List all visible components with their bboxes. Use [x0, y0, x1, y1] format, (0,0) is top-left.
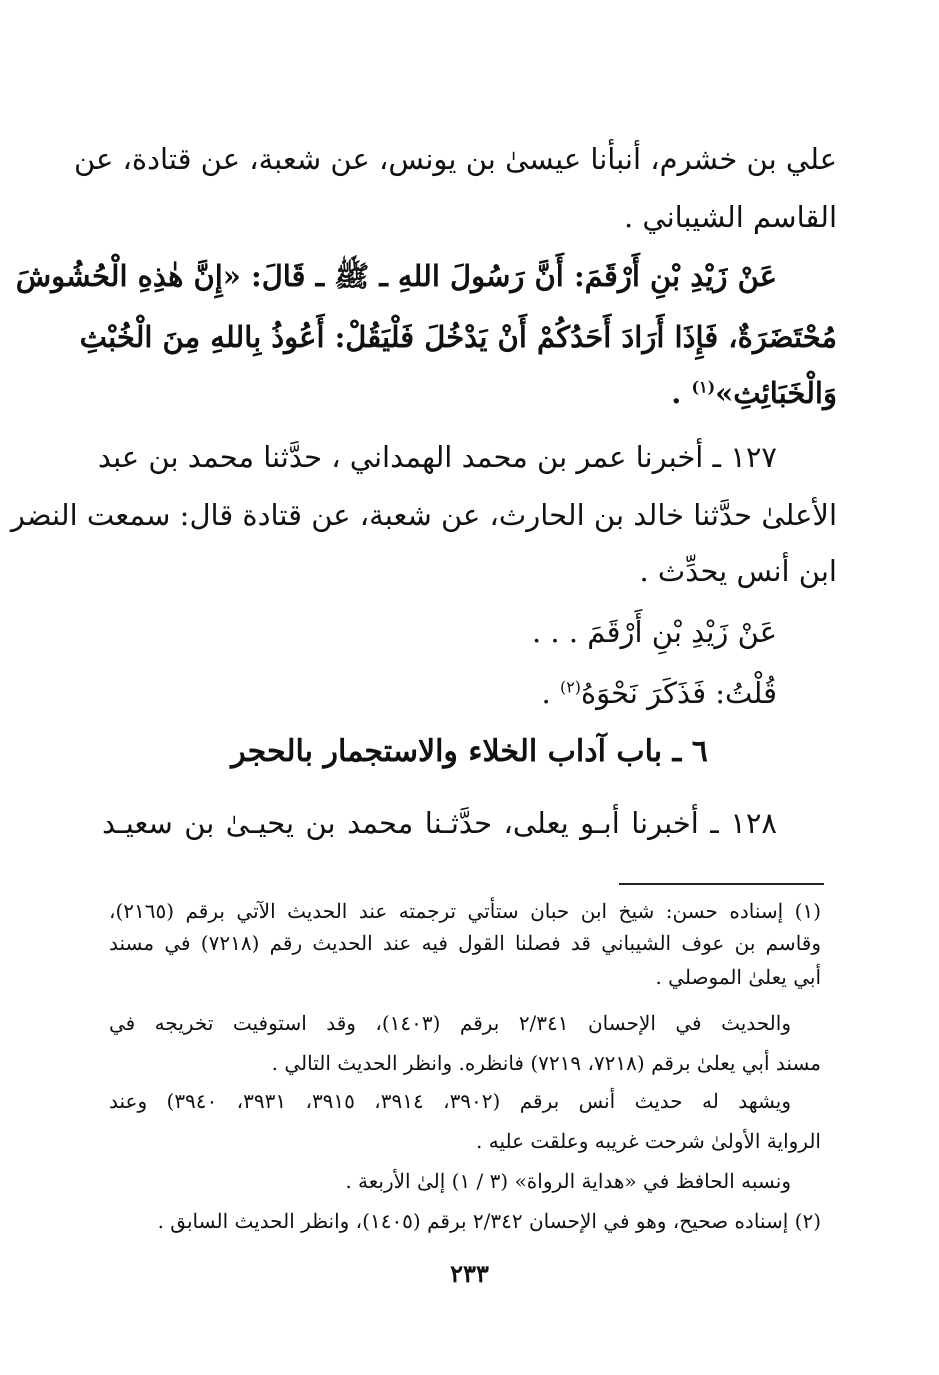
footnote-2: (٢) إسناده صحيح، وهو في الإحسان ٢/٣٤٢ برقم (١٤٠٥)، وانظر الحديث السابق . — [157, 1209, 821, 1233]
hadith-text-line-1: عَنْ زَيْدِ بْنِ أَرْقَمَ: أَنَّ رَسُولَ اللهِ ـ ﷺ ـ قَالَ: «إِنَّ هٰذِهِ الْحُشُوشَ — [15, 259, 777, 293]
footnote-1-line-7: الرواية الأولىٰ شرحت غريبه وعلقت عليه . — [476, 1129, 821, 1153]
hadith-128-line-1: ١٢٨ ـ أخبرنا أبـو يعلى، حدَّثـنا محمد بن يحيـىٰ بن سعيـد — [102, 806, 777, 840]
period: . — [671, 376, 682, 410]
footnote-1-line-4: والحديث في الإحسان ٢/٣٤١ برقم (١٤٠٣)، وقد استوفيت تخريجه في — [109, 1011, 791, 1035]
footnote-ref-2: (٢) — [559, 677, 581, 697]
footnote-ref-1: (١) — [691, 377, 716, 397]
footnote-1-line-2: وقاسم بن عوف الشيباني قد فصلنا القول فيه عند الحديث رقم (٧٢١٨) في مسند — [109, 931, 822, 955]
page-number: ٢٣٣ — [450, 1259, 489, 1288]
footnote-1-line-8: ونسبه الحافظ في «هداية الرواة» (٣ / ١) إلىٰ الأربعة . — [345, 1169, 791, 1193]
qultu-text: قُلْتُ: فَذَكَرَ نَحْوَهُ — [580, 676, 777, 710]
hadith-text-line-3 — [102, 372, 837, 414]
hadith-text-end: وَالْخَبَائِثِ» — [715, 376, 837, 410]
section-heading: ٦ ـ باب آداب الخلاء والاستجمار بالحجر — [231, 734, 708, 769]
body-line-2: القاسم الشيباني . — [624, 200, 837, 234]
hadith-127-line-3: ابن أنس يحدِّث . — [639, 554, 837, 588]
hadith-127-text: عَنْ زَيْدِ بْنِ أَرْقَمَ . . . — [531, 615, 777, 649]
hadith-127-line-2: الأعلىٰ حدَّثنا خالد بن الحارث، عن شعبة، عن قتادة قال: سمعت النضر — [10, 498, 837, 532]
footnote-rule — [619, 883, 824, 885]
hadith-127-line-1: ١٢٧ ـ أخبرنا عمر بن محمد الهمداني ، حدَّثنا محمد بن عبد — [97, 440, 777, 474]
hadith-127-note — [102, 672, 837, 714]
period: . — [541, 676, 551, 710]
hadith-text-line-2: مُحْتَضَرَةٌ، فَإِذَا أَرَادَ أَحَدُكُمْ أَنْ يَدْخُلَ فَلْيَقُلْ: أَعُوذُ بِاللهِ مِنَ الْخُبْثِ — [79, 320, 837, 354]
footnote-1-line-3: أبي يعلىٰ الموصلي . — [655, 965, 821, 989]
body-line-1: علي بن خشرم، أنبأنا عيسىٰ بن يونس، عن شعبة، عن قتادة، عن — [73, 142, 837, 176]
footnote-1-line-5: مسند أبي يعلىٰ برقم (٧٢١٨، ٧٢١٩) فانظره. وانظر الحديث التالي . — [271, 1051, 821, 1075]
footnote-1-line-1: (١) إسناده حسن: شيخ ابن حبان ستأتي ترجمته عند الحديث الآتي برقم (٢١٦٥)، — [109, 899, 821, 923]
footnote-1-line-6: ويشهد له حديث أنس برقم (٣٩٠٢، ٣٩١٤، ٣٩١٥، ٣٩٣١، ٣٩٤٠) وعند — [109, 1089, 792, 1113]
